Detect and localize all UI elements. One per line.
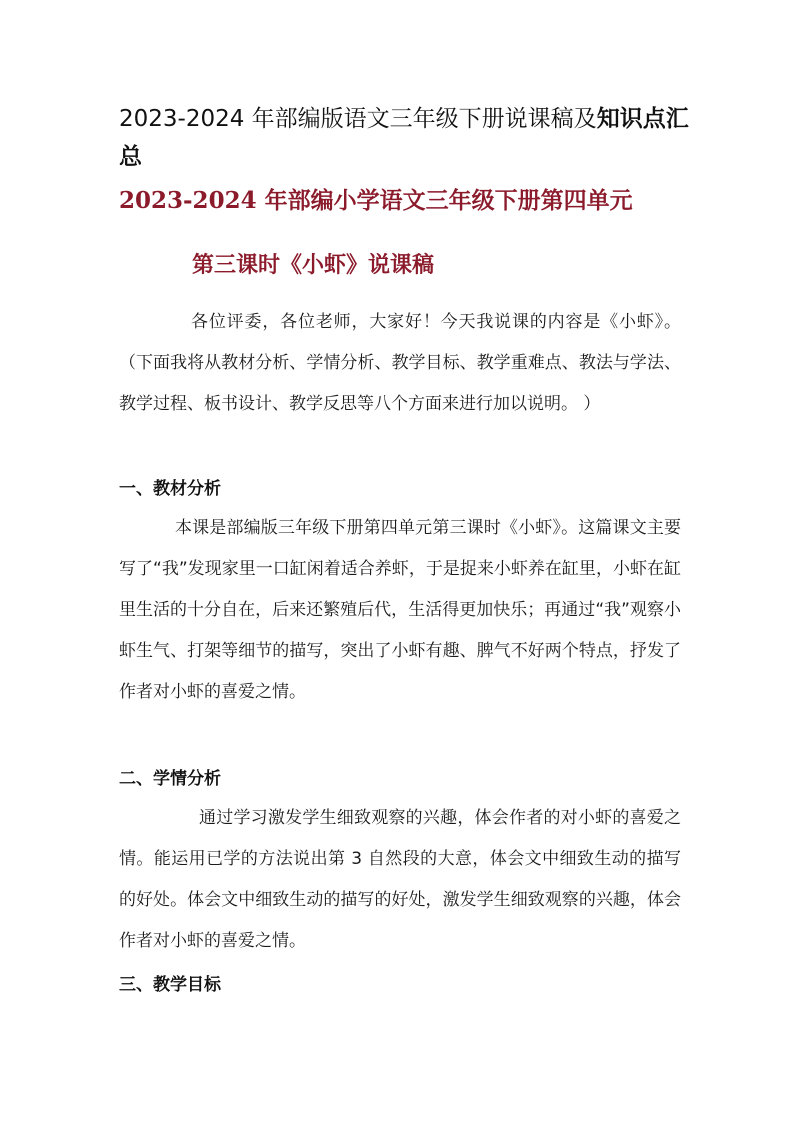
section-heading-teaching-goals: 三、教学目标 xyxy=(119,975,221,995)
section-heading-student-analysis: 二、学情分析 xyxy=(119,769,221,789)
material-analysis-paragraph: 本课是部编版三年级下册第四单元第三课时《小虾》。这篇课文主要写了“我”发现家里一口缸闲着适合养虾，于是捉来小虾养在缸里，小虾在缸里生活的十分自在，后来还繁殖后代，生活得更加快乐；再通过“我”观察小虾生气、打架等细节的描写，突出了小虾有趣、脾气不好两个特点，抒发了作者对小虾的喜爱之情。 xyxy=(119,518,681,702)
student-analysis-paragraph: 通过学习激发学生细致观察的兴趣，体会作者的对小虾的喜爱之情。能运用已学的方法说出第 3 自然段的大意，体会文中细致生动的描写的好处。体会文中细致生动的描写的好处，激发学生细致观察的兴趣，体会作者对小虾的喜爱之情。 xyxy=(119,808,681,951)
document-title-emphasis: 知识点汇总 xyxy=(119,106,689,170)
document-title xyxy=(119,100,689,176)
document-title-main: 2023-2024 年部编版语文三年级下册说课稿及 xyxy=(119,106,597,132)
section-heading-material-analysis: 一、教材分析 xyxy=(119,479,221,499)
lesson-subtitle: 第三课时《小虾》说课稿 xyxy=(192,253,435,278)
intro-paragraph: 各位评委，各位老师，大家好！今天我说课的内容是《小虾》。（下面我将从教材分析、学情分析、教学目标、教学重难点、教法与学法、教学过程、板书设计、教学反思等八个方面来进行加以说明。 ） xyxy=(119,312,681,414)
unit-subtitle: 2023-2024 年部编小学语文三年级下册第四单元 xyxy=(119,187,633,214)
